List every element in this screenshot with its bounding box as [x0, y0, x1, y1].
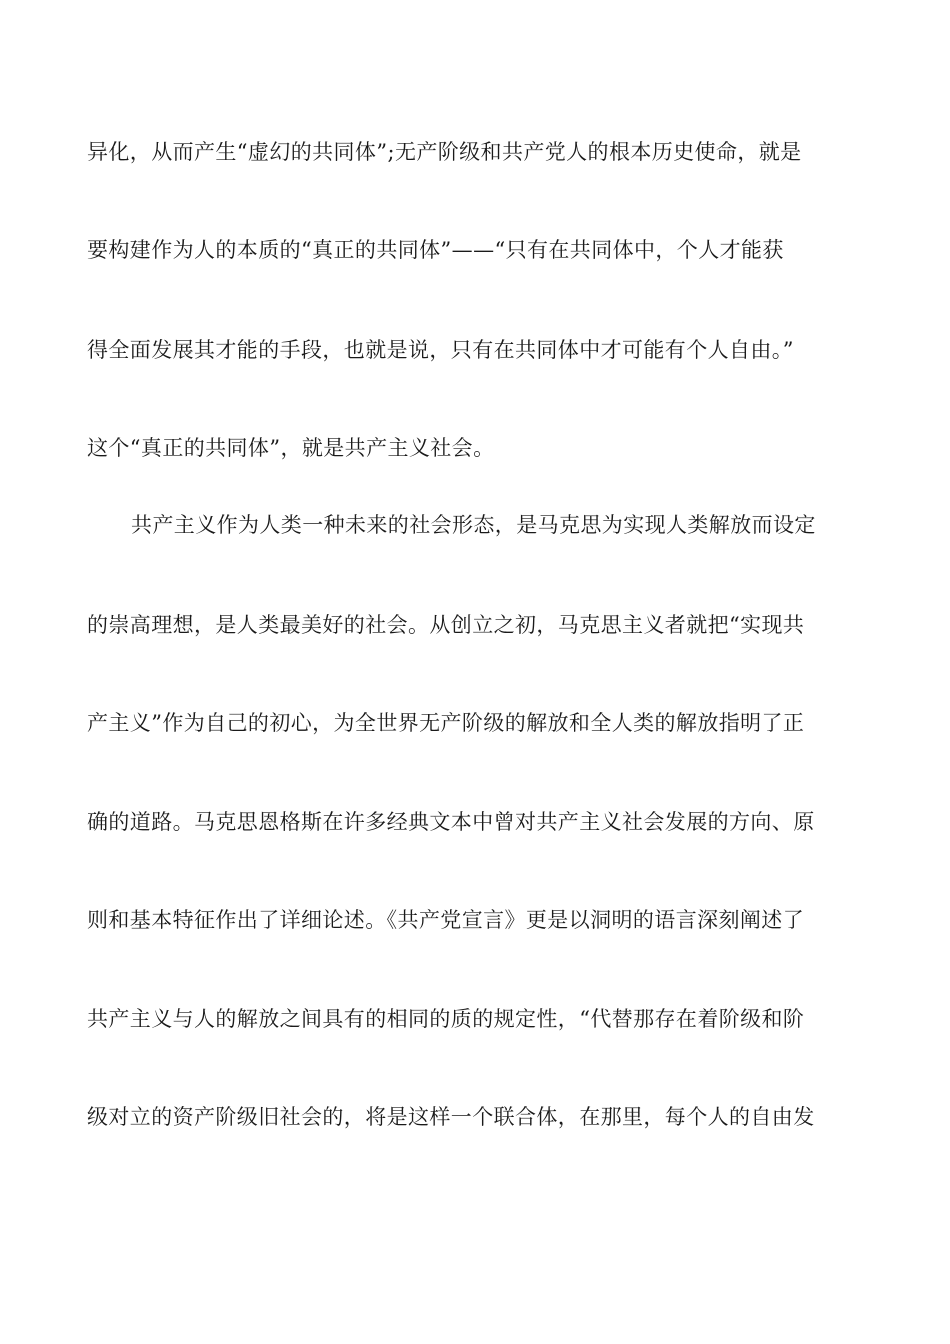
paragraph-line-8: 确的道路。马克思恩格斯在许多经典文本中曾对共产主义社会发展的方向、原	[87, 810, 815, 834]
paragraph-line-7: 产主义”作为自己的初心，为全世界无产阶级的解放和全人类的解放指明了正	[87, 711, 805, 735]
paragraph-line-11: 级对立的资产阶级旧社会的，将是这样一个联合体，在那里，每个人的自由发	[87, 1105, 815, 1129]
paragraph-line-5: 共产主义作为人类一种未来的社会形态，是马克思为实现人类解放而设定	[131, 513, 816, 537]
paragraph-line-3: 得全面发展其才能的手段，也就是说，只有在共同体中才可能有个人自由。”	[87, 338, 794, 362]
paragraph-line-4: 这个“真正的共同体”，就是共产主义社会。	[87, 436, 495, 460]
paragraph-line-2: 要构建作为人的本质的“真正的共同体”——“只有在共同体中，个人才能获	[87, 238, 784, 262]
paragraph-line-9: 则和基本特征作出了详细论述。《共产党宣言》更是以洞明的语言深刻阐述了	[87, 908, 805, 932]
paragraph-line-1: 异化，从而产生“虚幻的共同体”;无产阶级和共产党人的根本历史使命，就是	[87, 140, 802, 164]
paragraph-line-10: 共产主义与人的解放之间具有的相同的质的规定性，“代替那存在着阶级和阶	[87, 1007, 805, 1031]
paragraph-line-6: 的崇高理想，是人类最美好的社会。从创立之初，马克思主义者就把“实现共	[87, 613, 805, 637]
